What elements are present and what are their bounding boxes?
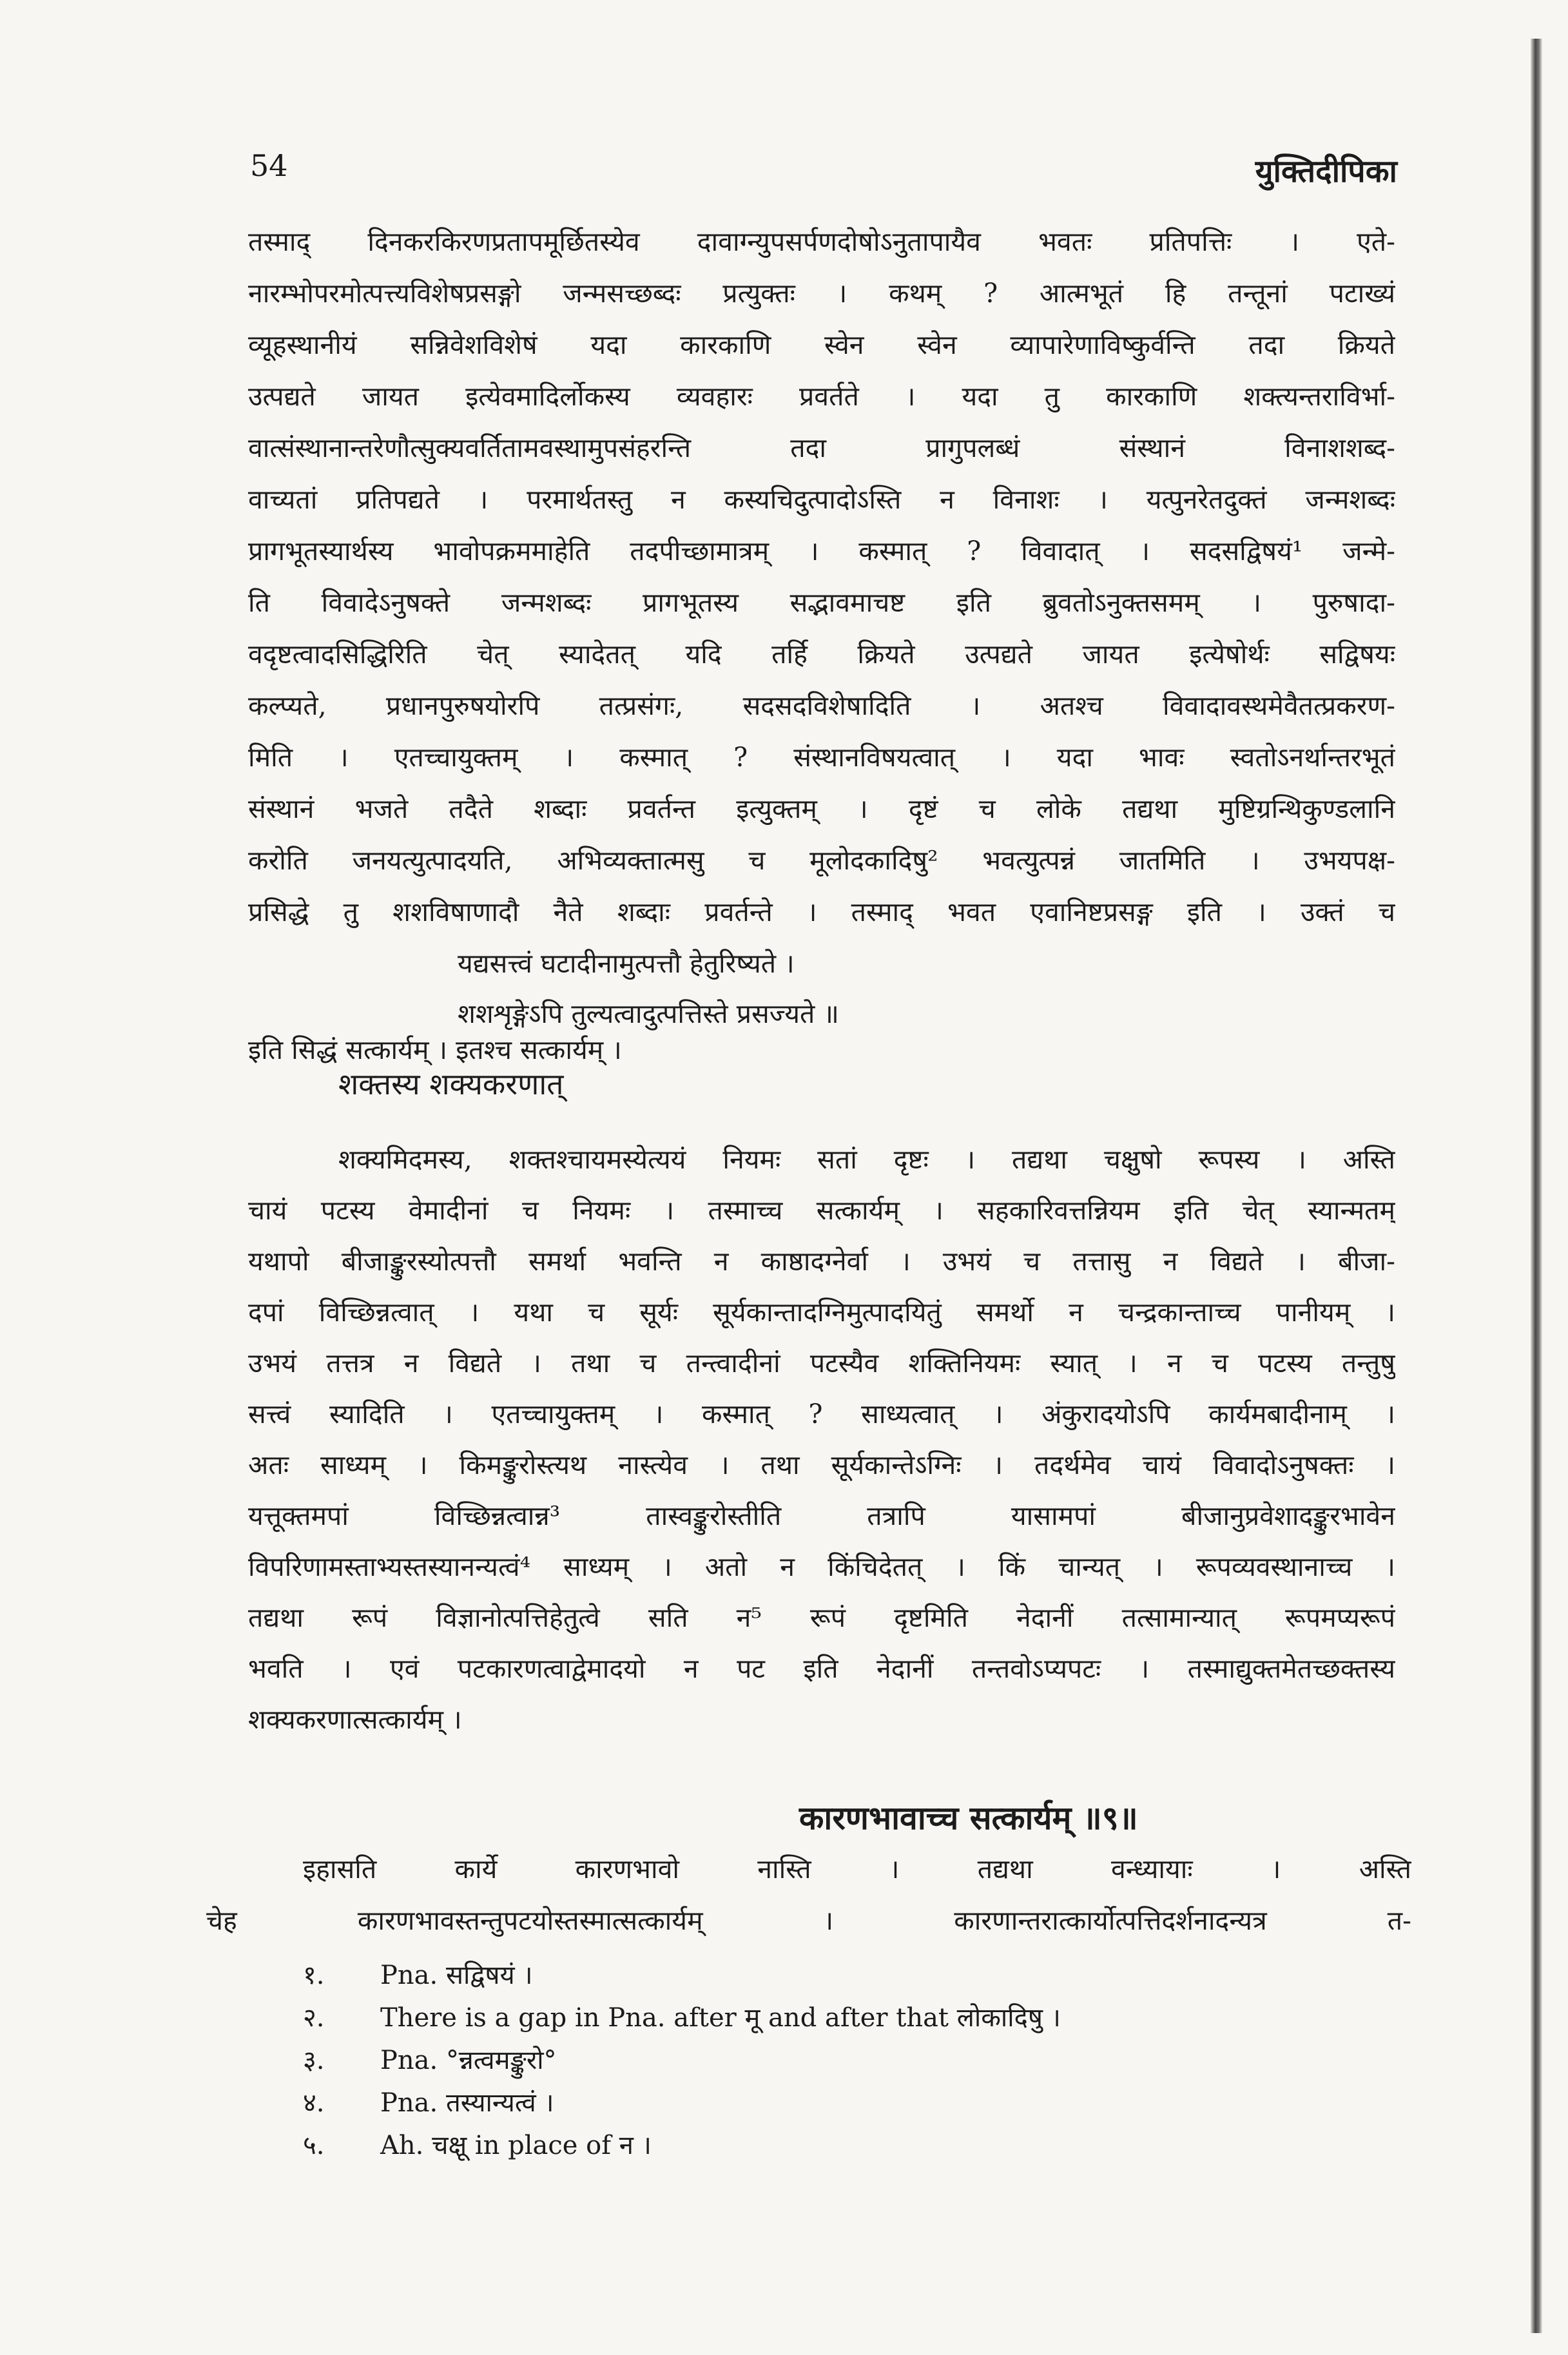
text-line: दपां विच्छिन्नत्वात् । यथा च सूर्यः सूर्यकान्तादग्निमुत्पादयितुं समर्थो न चन्द्रकान्ताच्च पानीयम् । (248, 1297, 1395, 1328)
footnote (303, 1997, 1061, 2039)
footnote (303, 1954, 1061, 1997)
footnote (303, 2124, 1061, 2167)
footnote-text: Pna. तस्यान्यत्वं । (380, 2088, 554, 2118)
text-line: विपरिणामस्ताभ्यस्तस्यानन्यत्वं⁴ साध्यम् । अतो न किंचिदेतत् । किं चान्यत् । रूपव्यवस्थानाच्च । (248, 1551, 1395, 1582)
text-line: यत्तूक्तमपां विच्छिन्नत्वान्न³ तास्वङ्कुरोस्तीति तत्रापि यासामपां बीजानुप्रवेशादङ्कुरभावेन (248, 1500, 1395, 1531)
page-number: 54 (250, 148, 288, 183)
text-line: सत्त्वं स्यादिति । एतच्चायुक्तम् । कस्मात् ? साध्यत्वात् । अंकुरादयोऽपि कार्यमबादीनाम् । (248, 1399, 1395, 1429)
footnote (303, 2039, 1061, 2082)
footnote-number: ४. (303, 2088, 325, 2118)
text-line: इहासति कार्ये कारणभावो नास्ति । तद्यथा वन्ध्यायाः । अस्ति (303, 1854, 1411, 1885)
paragraph-1 (248, 216, 1395, 938)
text-line: वात्संस्थानान्तरेणौत्सुक्यवर्तितामवस्थामुपसंहरन्ति तदा प्रागुपलब्धं संस्थानं विनाशशब्द- (248, 432, 1395, 463)
text-line: करोति जनयत्युत्पादयति, अभिव्यक्तात्मसु च मूलोदकादिषु² भवत्युत्पन्नं जातमिति । उभयपक्ष- (248, 845, 1395, 876)
text-line: वदृष्टत्वादसिद्धिरिति चेत् स्यादेतत् यदि तर्हि क्रियते उत्पद्यते जायत इत्येषोर्थः सद्विषयः (248, 639, 1395, 670)
footnote-number: ३. (303, 2046, 325, 2075)
text-line: चायं पटस्य वेमादीनां च नियमः । तस्माच्च सत्कार्यम् । सहकारिवत्तन्नियम इति चेत् स्यान्मतम् (248, 1195, 1395, 1226)
footnote-number: १. (303, 1961, 325, 1990)
footnote-text: Pna. सद्विषयं । (380, 1961, 533, 1990)
footnote-number: २. (303, 2003, 325, 2033)
text-line: अतः साध्यम् । किमङ्कुरोस्त्यथ नास्त्येव । तथा सूर्यकान्तेऽग्निः । तदर्थमेव चायं विवादोऽनुषक्तः । (248, 1449, 1395, 1480)
text-line: संस्थानं भजते तदैते शब्दाः प्रवर्तन्त इत्युक्तम् । दृष्टं च लोके तद्यथा मुष्टिग्रन्थिकुण्डलानि (248, 793, 1395, 824)
text-line: शक्यकरणात्सत्कार्यम् । (248, 1704, 462, 1735)
text-line: प्रसिद्धे तु शशविषाणादौ नैते शब्दाः प्रवर्तन्ते । तस्माद् भवत एवानिष्टप्रसङ्ग इति । उक्तं च (248, 896, 1395, 927)
footnote-number: ५. (303, 2131, 325, 2160)
text-line: चेह कारणभावस्तन्तुपटयोस्तस्मात्सत्कार्यम् । कारणान्तरात्कार्योत्पत्तिदर्शनादन्यत्र त- (206, 1905, 1411, 1936)
running-head: युक्तिदीपिका (1255, 153, 1397, 189)
footnotes (303, 1954, 1061, 2167)
paragraph-3 (206, 1843, 1411, 1946)
text-line: ति विवादेऽनुषक्ते जन्मशब्दः प्रागभूतस्य सद्भावमाचष्ट इति ब्रुवतोऽनुक्तसमम् । पुरुषादा- (248, 587, 1395, 618)
text-line: तद्यथा रूपं विज्ञानोत्पत्तिहेतुत्वे सति न⁵ रूपं दृष्टमिति नेदानीं तत्सामान्यात् रूपमप्यरूपं (248, 1602, 1395, 1633)
sub-heading: शक्तस्य शक्यकरणात् (338, 1067, 564, 1101)
text-line: प्रागभूतस्यार्थस्य भावोपक्रममाहेति तदपीच्छामात्रम् । कस्मात् ? विवादात् । सदसद्विषयं¹ जन्मे- (248, 536, 1395, 567)
footnote-text: Ah. चक्षू in place of न । (380, 2131, 652, 2160)
text-line: उभयं तत्तत्र न विद्यते । तथा च तन्त्वादीनां पटस्यैव शक्तिनियमः स्यात् । न च पटस्य तन्तुषु (248, 1348, 1395, 1379)
verse-line-1: यद्यसत्त्वं घटादीनामुत्पत्तौ हेतुरिष्यते । (458, 948, 795, 979)
footnote-text: There is a gap in Pna. after मू and after that लोकादिषु । (380, 2003, 1061, 2033)
text-line: वाच्यतां प्रतिपद्यते । परमार्थतस्तु न कस्यचिदुत्पादोऽस्ति न विनाशः । यत्पुनरेतदुक्तं जन्मशब्दः (248, 484, 1395, 515)
text-line: नारम्भोपरमोत्पत्त्यविशेषप्रसङ्गो जन्मसच्छब्दः प्रत्युक्तः । कथम् ? आत्मभूतं हि तन्तूनां पटाख्यं (248, 278, 1395, 309)
text-line: भवति । एवं पटकारणत्वाद्वेमादयो न पट इति नेदानीं तन्तवोऽप्यपटः । तस्माद्युक्तमेतच्छक्तस्य (248, 1653, 1395, 1684)
footnote-text: Pna. °न्नत्वमङ्कुरो° (380, 2046, 557, 2075)
text-line: मिति । एतच्चायुक्तम् । कस्मात् ? संस्थानविषयत्वात् । यदा भावः स्वतोऽनर्थान्तरभूतं (248, 742, 1395, 773)
verse-line-2: शशशृङ्गेऽपि तुल्यत्वादुत्पत्तिस्ते प्रसज्यते ॥ (458, 998, 839, 1029)
text-line: यथापो बीजाङ्कुरस्योत्पत्तौ समर्था भवन्ति न काष्ठादग्नेर्वा । उभयं च तत्तासु न विद्यते । बीजा- (248, 1246, 1395, 1277)
text-line: शक्यमिदमस्य, शक्तश्चायमस्येत्ययं नियमः सतां दृष्टः । तद्यथा चक्षुषो रूपस्य । अस्ति (338, 1144, 1395, 1175)
text-line: तस्माद् दिनकरकिरणप्रतापमूर्छितस्येव दावाग्न्युपसर्पणदोषोऽनुतापायैव भवतः प्रतिपत्तिः । एते- (248, 226, 1395, 257)
page-binding-edge (1531, 39, 1542, 2333)
karika-heading: कारणभावाच्च सत्कार्यम् ॥९॥ (799, 1799, 1138, 1837)
footnote (303, 2082, 1061, 2124)
paragraph-2 (248, 1134, 1395, 1745)
text-line: कल्प्यते, प्रधानपुरुषयोरपि तत्प्रसंगः, सदसदविशेषादिति । अतश्च विवादावस्थमेवैतत्प्रकरण- (248, 690, 1395, 721)
text-line: व्यूहस्थानीयं सन्निवेशविशेषं यदा कारकाणि स्वेन स्वेन व्यापारेणाविष्कुर्वन्ति तदा क्रियते (248, 329, 1395, 360)
conclusion-line: इति सिद्धं सत्कार्यम् । इतश्च सत्कार्यम् । (248, 1034, 622, 1065)
text-line: उत्पद्यते जायत इत्येवमादिर्लोकस्य व्यवहारः प्रवर्तते । यदा तु कारकाणि शक्त्यन्तराविर्भा- (248, 381, 1395, 412)
